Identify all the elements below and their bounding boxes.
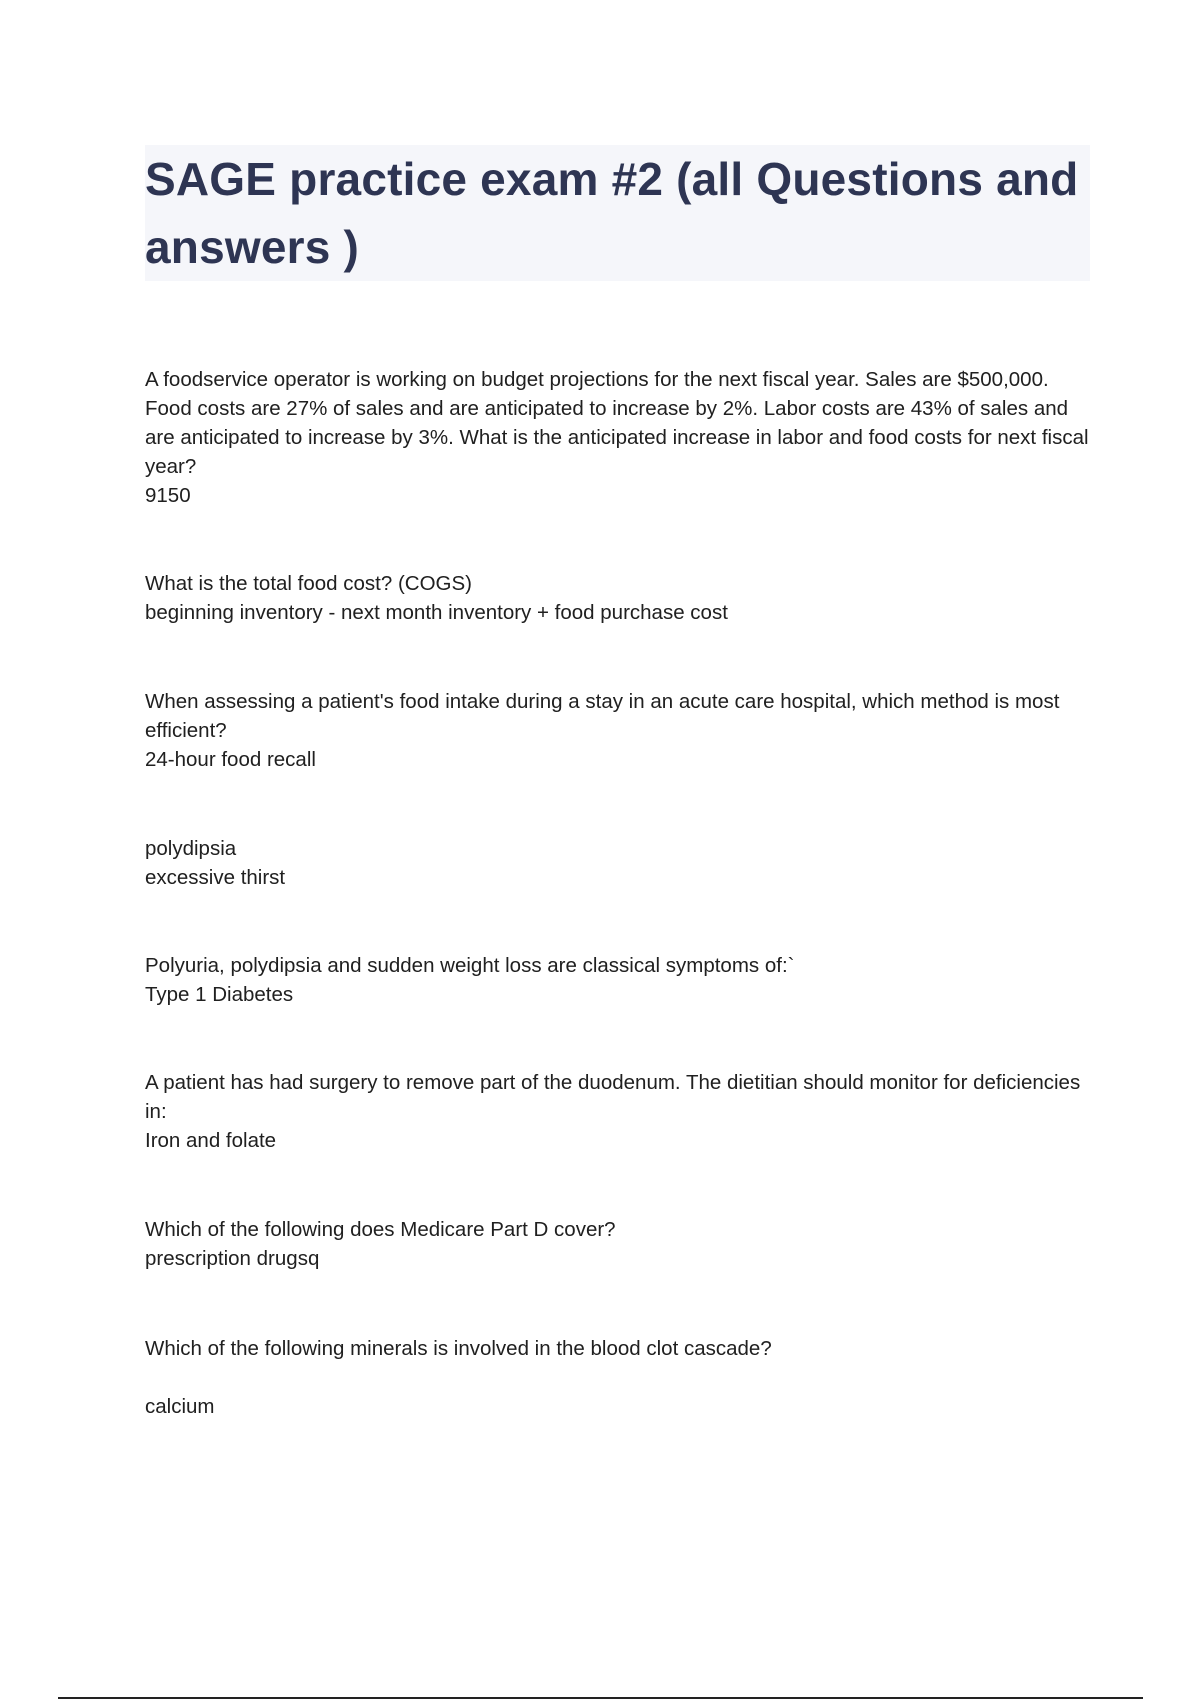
- question-text: Which of the following does Medicare Part D cover?: [145, 1218, 616, 1241]
- question-text: A patient has had surgery to remove part of the duodenum. The dietitian should monitor for deficiencies in:: [145, 1071, 1081, 1123]
- qa-item: [145, 834, 1090, 892]
- question-text: What is the total food cost? (COGS): [145, 572, 472, 595]
- page-title: SAGE practice exam #2 (all Questions and answers ): [145, 153, 1079, 273]
- qa-item: [145, 1068, 1090, 1155]
- qa-item: [145, 365, 1090, 510]
- footer-divider: [58, 1697, 1143, 1699]
- answer-text: prescription drugsq: [145, 1247, 320, 1270]
- question-text: polydipsia: [145, 837, 237, 860]
- qa-item: [145, 687, 1090, 774]
- qa-item: [145, 951, 1090, 1009]
- answer-text: Iron and folate: [145, 1129, 277, 1152]
- question-text: When assessing a patient's food intake during a stay in an acute care hospital, which method is most efficient?: [145, 690, 1060, 742]
- answer-text: calcium: [145, 1395, 215, 1418]
- qa-item: [145, 1215, 1090, 1273]
- question-text: A foodservice operator is working on budget projections for the next fiscal year. Sales are $500,000. Food costs are 27% of sales and are anticipated to increase by 2%. Labor costs are 43% of sales and are anticipated to increase by 3%. What is the anticipated increase in labor and food costs for next fiscal year?: [145, 368, 1089, 478]
- answer-text: excessive thirst: [145, 866, 286, 889]
- answer-text: Type 1 Diabetes: [145, 983, 294, 1006]
- answer-text: 24-hour food recall: [145, 748, 316, 771]
- question-text: Which of the following minerals is involved in the blood clot cascade?: [145, 1337, 772, 1360]
- answer-text: beginning inventory - next month inventory + food purchase cost: [145, 601, 728, 624]
- title-block: [145, 145, 1090, 281]
- qa-item: [145, 569, 1090, 627]
- qa-item: [145, 1334, 1090, 1421]
- answer-text: 9150: [145, 484, 191, 507]
- question-text: Polyuria, polydipsia and sudden weight loss are classical symptoms of:`: [145, 954, 795, 977]
